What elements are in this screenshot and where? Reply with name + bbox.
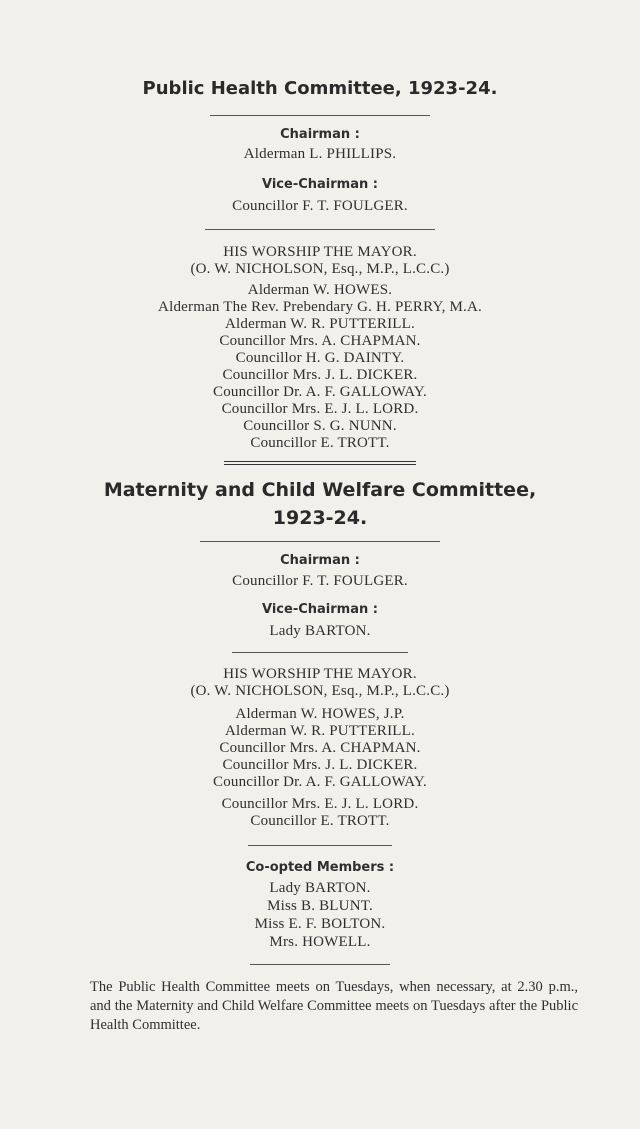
chairman-name: Councillor F. T. FOULGER.: [232, 573, 408, 589]
member-line: Alderman W. R. PUTTERILL.: [225, 723, 415, 739]
vice-chairman-label: Vice-Chairman :: [262, 602, 378, 617]
member-line: Councillor E. TROTT.: [250, 435, 390, 451]
member-line: Alderman W. HOWES.: [247, 282, 393, 298]
public-health-title: Public Health Committee, 1923-24.: [142, 78, 498, 99]
divider: [232, 652, 408, 653]
meeting-note: The Public Health Committee meets on Tuesdays, when necessary, at 2.30 p.m., and the Maternity and Child Welfare Committee meets on Tuesdays after the Public Health Committee.: [90, 979, 578, 1033]
member-line: Councillor Dr. A. F. GALLOWAY.: [213, 384, 427, 400]
member-line: Alderman The Rev. Prebendary G. H. PERRY, M.A.: [158, 299, 482, 315]
divider: [200, 541, 440, 542]
member-line: Councillor Mrs. E. J. L. LORD.: [221, 796, 419, 812]
maternity-title-line1: Maternity and Child Welfare Committee,: [103, 479, 537, 501]
divider: [210, 115, 430, 116]
divider: [205, 229, 435, 230]
member-line: HIS WORSHIP THE MAYOR.: [223, 244, 417, 260]
coopted-member: Lady BARTON.: [269, 880, 371, 896]
chairman-label: Chairman :: [280, 127, 360, 142]
member-line: Councillor Mrs. A. CHAPMAN.: [219, 333, 421, 349]
coopted-member: Miss B. BLUNT.: [267, 898, 373, 914]
member-line: Alderman W. R. PUTTERILL.: [225, 316, 415, 332]
member-line: Councillor Mrs. J. L. DICKER.: [222, 367, 418, 383]
coopted-member: Mrs. HOWELL.: [269, 934, 371, 950]
divider: [248, 845, 392, 846]
vice-chairman-name: Lady BARTON.: [269, 623, 371, 639]
maternity-title-line2: 1923-24.: [272, 507, 368, 529]
member-line: (O. W. NICHOLSON, Esq., M.P., L.C.C.): [190, 683, 450, 699]
member-line: Councillor E. TROTT.: [250, 813, 390, 829]
chairman-label: Chairman :: [280, 553, 360, 568]
member-line: HIS WORSHIP THE MAYOR.: [223, 666, 417, 682]
member-line: Councillor H. G. DAINTY.: [235, 350, 405, 366]
double-divider: [224, 461, 416, 465]
member-line: Alderman W. HOWES, J.P.: [235, 706, 405, 722]
member-line: Councillor Mrs. E. J. L. LORD.: [221, 401, 419, 417]
vice-chairman-name: Councillor F. T. FOULGER.: [232, 198, 408, 214]
chairman-name: Alderman L. PHILLIPS.: [243, 146, 397, 162]
coopted-member: Miss E. F. BOLTON.: [254, 916, 386, 932]
member-line: (O. W. NICHOLSON, Esq., M.P., L.C.C.): [190, 261, 450, 277]
member-line: Councillor Dr. A. F. GALLOWAY.: [213, 774, 427, 790]
vice-chairman-label: Vice-Chairman :: [262, 177, 378, 192]
member-line: Councillor S. G. NUNN.: [243, 418, 397, 434]
divider: [250, 964, 390, 965]
member-line: Councillor Mrs. J. L. DICKER.: [222, 757, 418, 773]
member-line: Councillor Mrs. A. CHAPMAN.: [219, 740, 421, 756]
coopted-label: Co-opted Members :: [245, 860, 395, 875]
